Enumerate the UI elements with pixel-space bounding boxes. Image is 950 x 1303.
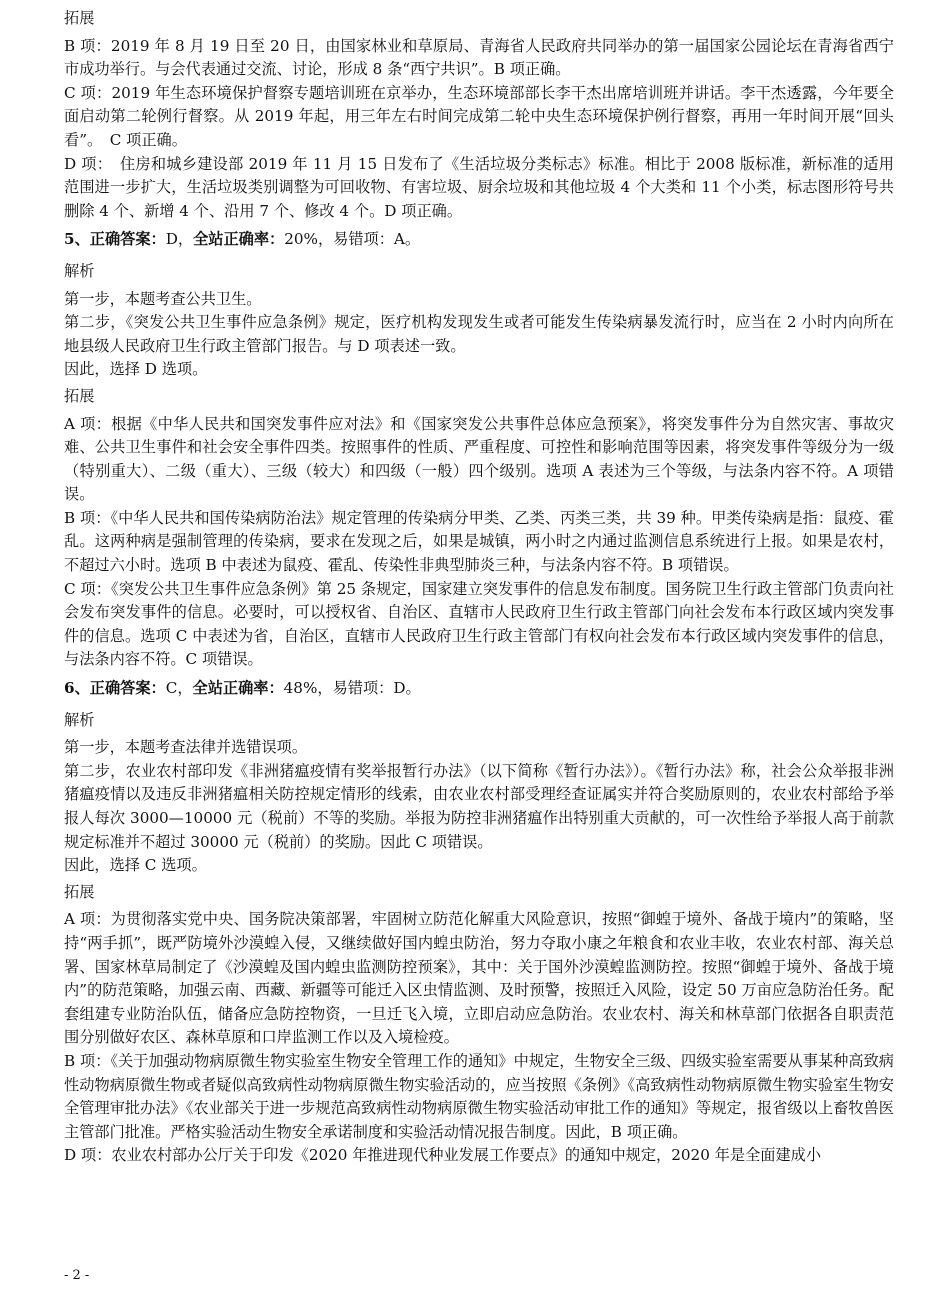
q6-step2: 第二步，农业农村部印发《非洲猪瘟疫情有奖举报暂行办法》（以下简称《暂行办法》）。《暂行办法》称，社会公众举报非洲猪瘟疫情以及违反非洲猪瘟相关防控规定情形的线索，由农业农村部受理经查证属实并符合奖励原则的，农业农村部给予举报人每次 3000—10000 元（税前）不等的奖励。举报为防控非洲猪瘟作出特别重大贡献的，可一次性给予举报人高于前款规定标准并不超过 30000 元（税前）的奖励。因此 C 项错误。 <box>64 761 894 851</box>
q6-option-d: D 项：农业农村部办公厅关于印发《2020 年推进现代种业发展工作要点》的通知中规定，2020 年是全面建成小 <box>64 1146 822 1165</box>
q5-answer-value: D， <box>165 230 194 249</box>
section-label-jiexi: 解析 <box>64 710 95 729</box>
q4-option-d: D 项： 住房和城乡建设部 2019 年 11 月 15 日发布了《生活垃圾分类标志》标准。相比于 2008 版标准，新标准的适用范围进一步扩大，生活垃圾类别调整为可回收物、有害垃圾、厨余垃圾和其他垃圾 4 个大类和 11 个小类，标志图形符号共删除 4 个、新增 4 个、沿用 7 个、修改 4 个。D 项正确。 <box>64 154 894 220</box>
q6-answer-label: 6、正确答案： <box>64 679 166 698</box>
q6-rate-label: 全站正确率： <box>192 679 284 698</box>
q5-step1: 第一步，本题考查公共卫生。 <box>64 289 262 308</box>
page-number: - 2 - <box>64 1268 90 1283</box>
document-page <box>64 4 894 1168</box>
q5-answer-line <box>64 223 894 257</box>
q6-option-a: A 项：为贯彻落实党中央、国务院决策部署，牢固树立防范化解重大风险意识，按照“御蝗于境外、备战于境内”的策略，坚持“两手抓”，既严防境外沙漠蝗入侵，又继续做好国内蝗虫防治，努力夺取小康之年粮食和农业丰收，农业农村部、海关总署、国家林草局制定了《沙漠蝗及国内蝗虫监测防控预案》，其中：关于国外沙漠蝗监测防控。按照“御蝗于境外、备战于境内”的防范策略，加强云南、西藏、新疆等可能迁入区虫情监测、及时预警，按照迁入风险，设定 50 万亩应急防治任务。配套组建专业防治队伍，储备应急防控物资，一旦迁飞入境，立即启动应急防治。农业农村、海关和林草部门依据各自职责范围分别做好农区、森林草原和口岸监测工作以及入境检疫。 <box>64 910 894 1047</box>
q6-step1: 第一步，本题考查法律并选错误项。 <box>64 738 307 757</box>
q4-option-b: B 项：2019 年 8 月 19 日至 20 日，由国家林业和草原局、青海省人民政府共同举办的第一届国家公园论坛在青海省西宁市成功举行。与会代表通过交流、讨论，形成 8 条“西宁共识”。B 项正确。 <box>64 36 894 79</box>
section-label-tuozhan: 拓展 <box>64 9 95 27</box>
q6-answer-value: C， <box>165 679 193 698</box>
q5-rate-value: 20%，易错项：A。 <box>284 230 421 249</box>
q5-step2: 第二步，《突发公共卫生事件应急条例》规定，医疗机构发现发生或者可能发生传染病暴发流行时，应当在 2 小时内向所在地县级人民政府卫生行政主管部门报告。与 D 项表述一致。 <box>64 313 894 355</box>
q6-conclusion: 因此，选择 C 选项。 <box>64 856 207 875</box>
q6-option-b: B 项：《关于加强动物病原微生物实验室生物安全管理工作的通知》中规定，生物安全三级、四级实验室需要从事某种高致病性动物病原微生物或者疑似高致病性动物病原微生物实验活动的，应当按照《条例》《高致病性动物病原微生物实验室生物安全管理审批办法》《农业部关于进一步规范高致病性动物病原微生物实验活动审批工作的通知》等规定，报省级以上畜牧兽医主管部门批准。严格实验活动生物安全承诺制度和实验活动情况报告制度。因此，B 项正确。 <box>64 1051 894 1141</box>
q5-rate-label: 全站正确率： <box>193 230 285 249</box>
section-label-tuozhan: 拓展 <box>64 386 95 405</box>
q5-option-b: B 项：《中华人民共和国传染病防治法》规定管理的传染病分甲类、乙类、丙类三类，共 39 种。甲类传染病是指：鼠疫、霍乱。这两种病是强制管理的传染病，要求在发现之后，如果是城镇，两小时之内通过监测信息系统进行上报。如果是农村，不超过六小时。选项 B 中表述为鼠疫、霍乱、传染性非典型肺炎三种，与法条内容不符。B 项错误。 <box>64 508 894 575</box>
q5-conclusion: 因此，选择 D 选项。 <box>64 360 208 379</box>
q5-option-a: A 项：根据《中华人民共和国突发事件应对法》和《国家突发公共事件总体应急预案》，将突发事件分为自然灾害、事故灾难、公共卫生事件和社会安全事件四类。按照事件的性质、严重程度、可控性和影响范围等因素，将突发事件等级分为一级（特别重大）、二级（重大）、三级（较大）和四级（一般）四个级别。选项 A 表述为三个等级，与法条内容不符。A 项错误。 <box>64 414 894 504</box>
q4-option-c: C 项：2019 年生态环境保护督察专题培训班在京举办，生态环境部部长李干杰出席培训班并讲话。李干杰透露，今年要全面启动第二轮例行督察。从 2019 年起，用三年左右时间完成第二轮中央生态环境保护例行督察，再用一年时间开展“回头看”。 C 项正确。 <box>64 83 894 149</box>
q5-answer-label: 5、正确答案： <box>64 230 166 249</box>
q5-option-c: C 项：《突发公共卫生事件应急条例》第 25 条规定，国家建立突发事件的信息发布制度。国务院卫生行政主管部门负责向社会发布突发事件的信息。必要时，可以授权省、自治区、直辖市人民政府卫生行政主管部门向社会发布本行政区域内突发事件的信息。选项 C 中表述为省，自治区，直辖市人民政府卫生行政主管部门有权向社会发布本行政区域内突发事件的信息，与法条内容不符。C 项错误。 <box>64 579 894 669</box>
q6-answer-line <box>64 672 894 706</box>
section-label-tuozhan: 拓展 <box>64 882 95 901</box>
section-label-jiexi: 解析 <box>64 261 95 280</box>
q6-rate-value: 48%，易错项：D。 <box>283 679 421 698</box>
